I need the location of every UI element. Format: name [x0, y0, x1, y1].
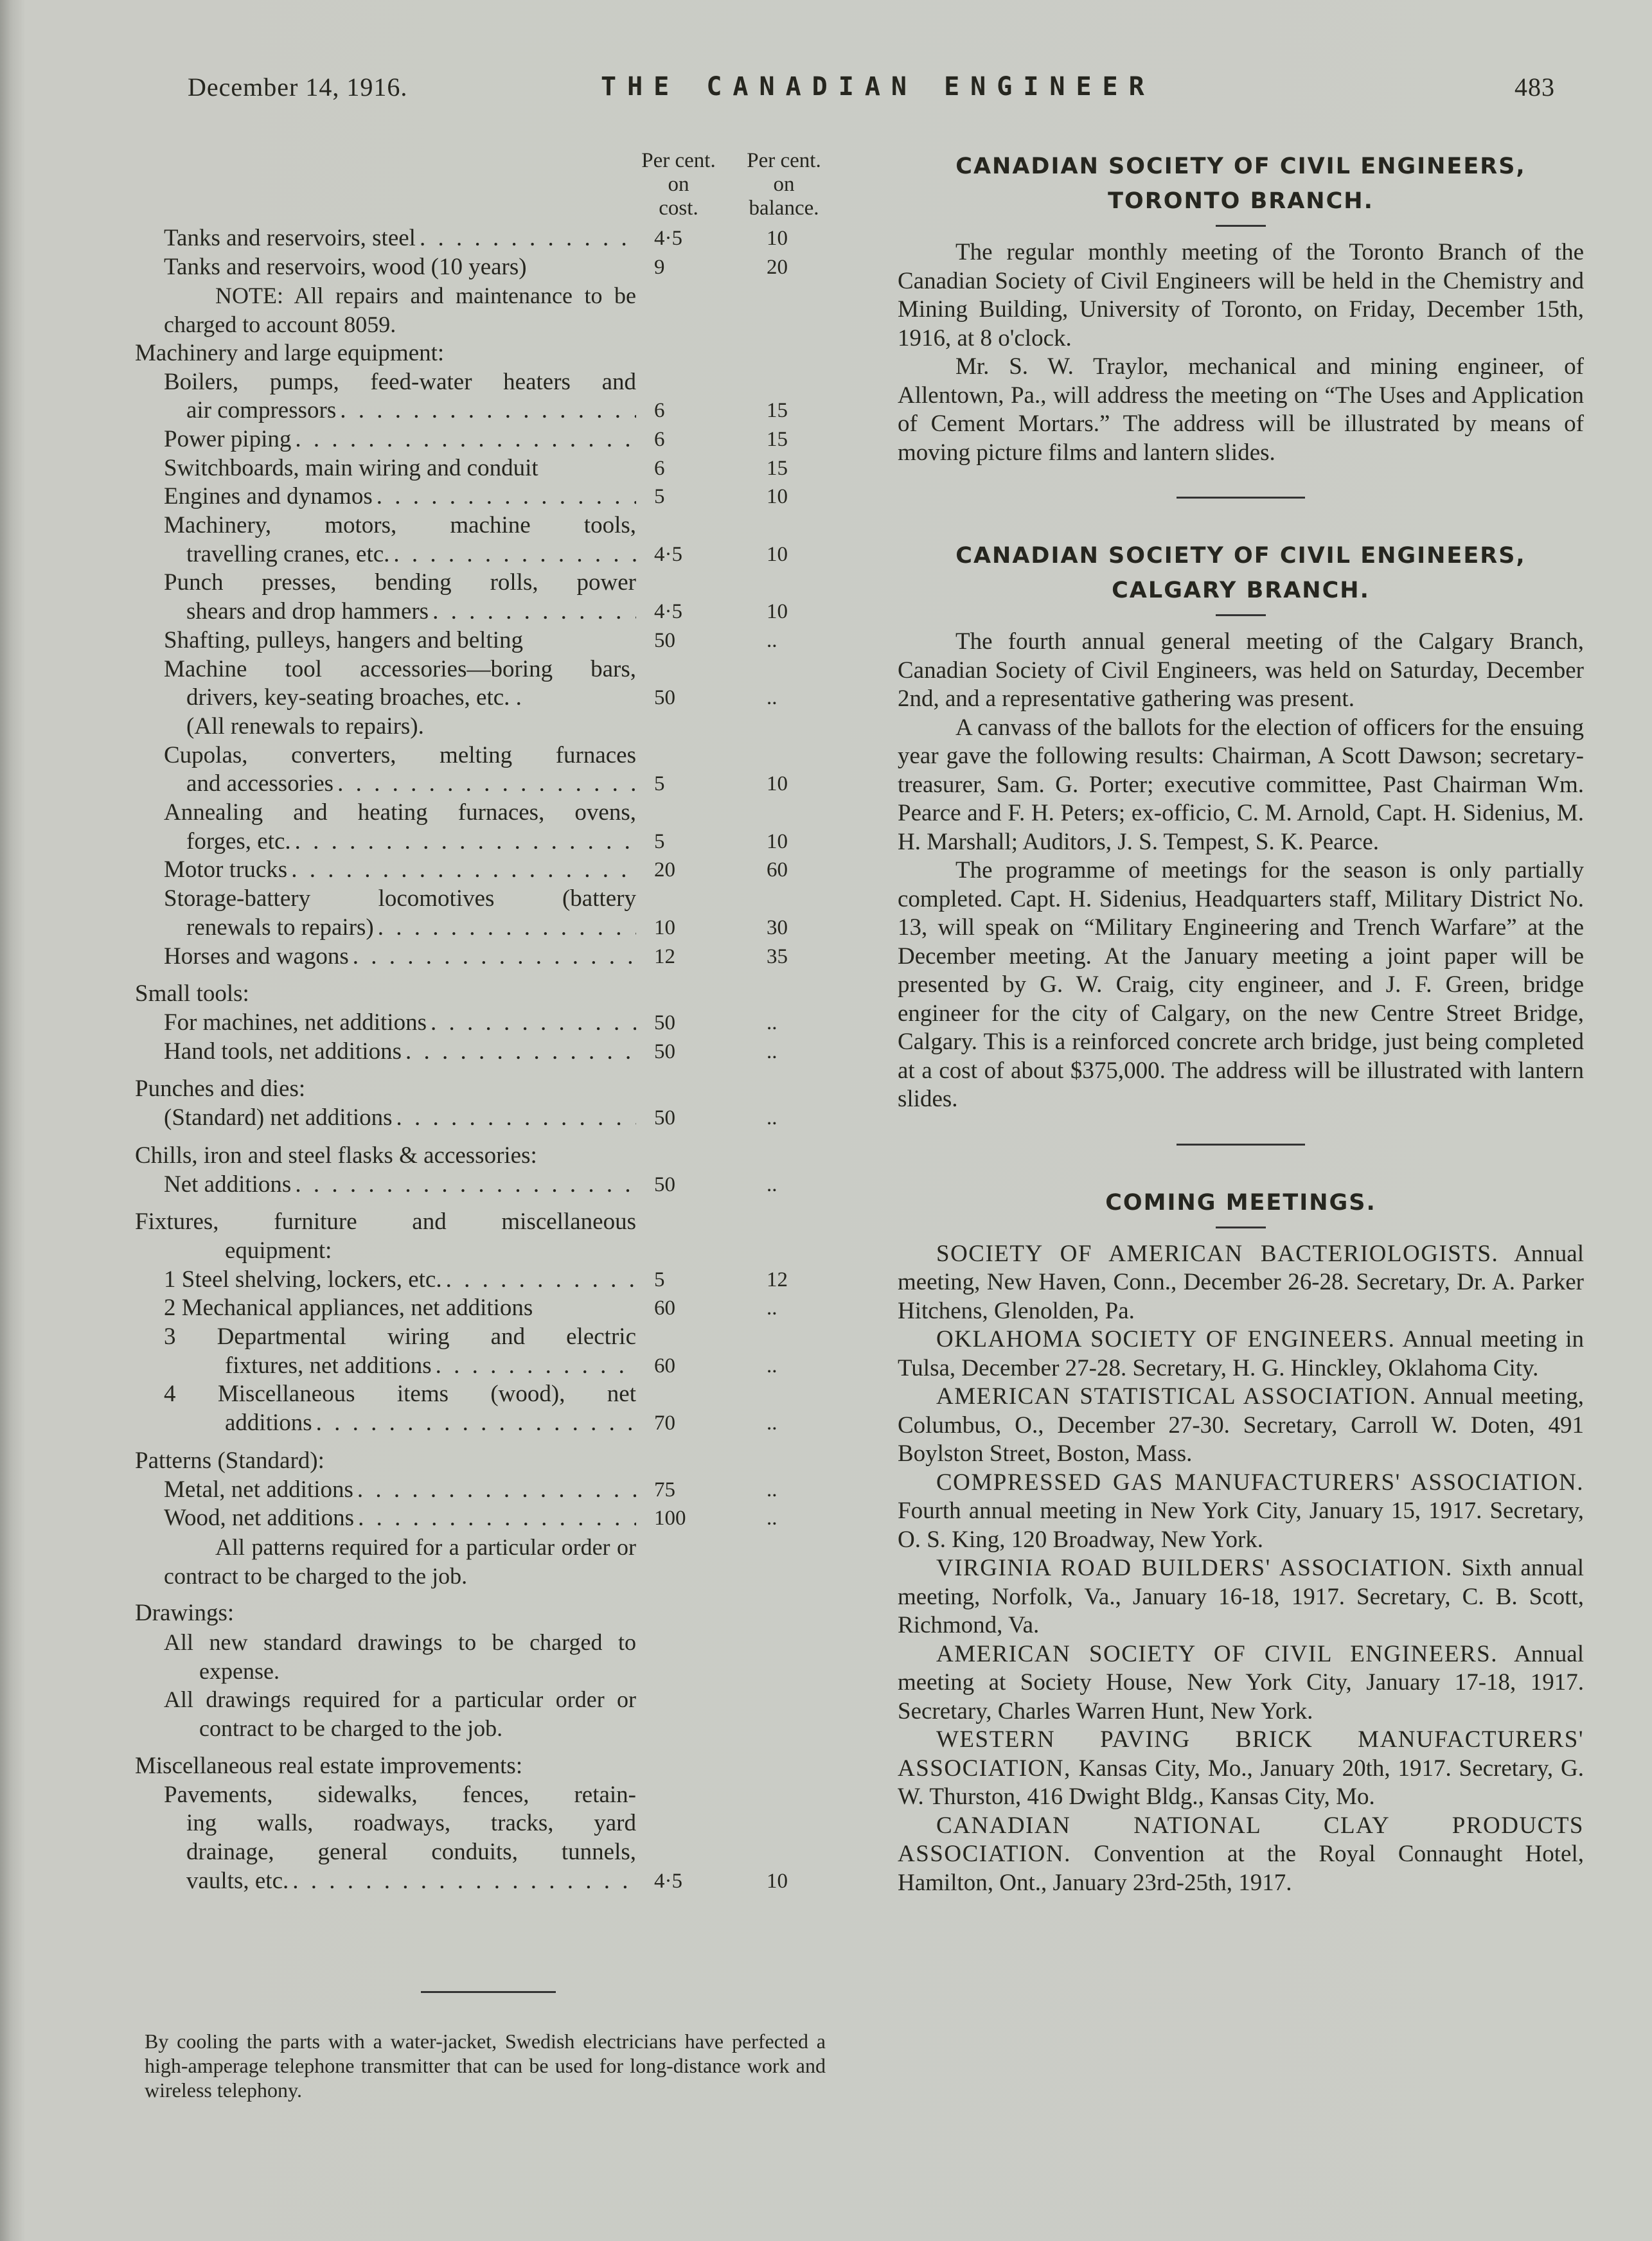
percent-on-cost: 75 — [654, 1478, 675, 1501]
percent-on-cost: 5 — [654, 772, 665, 796]
row-label: fixtures, net additions — [225, 1352, 432, 1379]
row-label: Machinery and large equipment: — [135, 339, 445, 366]
percent-on-balance: .. — [767, 686, 777, 710]
row-label: air compressors — [186, 397, 337, 424]
row-label: renewals to repairs) — [186, 914, 374, 941]
article-title: CANADIAN SOCIETY OF CIVIL ENGINEERS, CALGARY BRANCH. — [955, 543, 1526, 603]
table-group-heading — [135, 1752, 848, 1781]
toronto-branch-article — [898, 149, 1584, 467]
row-label: Metal, net additions — [164, 1476, 353, 1503]
row-label: Punch presses, bending rolls, power — [164, 569, 636, 596]
meeting-details: Sixth annual meeting, Norfolk, Va., January 16-18, 1917. Secretary, C. B. Scott, Richmond, Va. — [898, 1555, 1585, 1638]
percent-on-balance: .. — [767, 1011, 777, 1034]
percent-on-cost: 6 — [654, 399, 665, 423]
table-row — [135, 684, 848, 713]
percent-on-cost: 4·5 — [654, 600, 682, 624]
title-rule — [1216, 614, 1266, 616]
table-row — [135, 1867, 848, 1896]
percent-on-balance: .. — [767, 1478, 777, 1501]
percent-on-cost: 50 — [654, 686, 675, 710]
meeting-item — [898, 1383, 1584, 1469]
percent-on-cost: 12 — [654, 944, 675, 968]
table-note: All patterns required for a particular order or contract to be charged to the job. — [164, 1534, 636, 1589]
row-label: Switchboards, main wiring and conduit — [164, 454, 538, 481]
meeting-organization: COMPRESSED GAS MANUFACTURERS' ASSOCIATION. — [936, 1469, 1584, 1496]
row-label: 3 Departmental wiring and electric — [164, 1324, 636, 1351]
percent-on-balance: 10 — [767, 485, 788, 509]
row-label: Machine tool accessories—boring bars, — [164, 655, 636, 682]
percent-on-balance: 12 — [767, 1268, 788, 1291]
row-label: Small tools: — [135, 980, 249, 1007]
dot-leader — [432, 598, 636, 626]
table-row — [135, 1237, 848, 1266]
row-label: Miscellaneous real estate improvements: — [135, 1752, 523, 1779]
row-label: Power piping — [164, 425, 292, 452]
dot-leader — [405, 1038, 636, 1067]
table-row — [135, 1323, 848, 1352]
row-label: Chills, iron and steel flasks & accessories: — [135, 1142, 537, 1169]
table-row — [135, 569, 848, 598]
percent-on-balance: 10 — [767, 227, 788, 250]
section-separator — [1177, 1144, 1305, 1146]
row-gap — [135, 1066, 848, 1075]
table-row — [135, 1476, 848, 1505]
dot-leader — [295, 425, 636, 454]
section-separator — [1177, 497, 1305, 499]
row-label: and accessories — [186, 770, 334, 797]
table-row — [135, 483, 848, 511]
row-label: 4 Miscellaneous items (wood), net — [164, 1381, 636, 1408]
table-row — [135, 396, 848, 425]
meeting-details: Annual meeting, Columbus, O., December 27-30. Secretary, Carroll W. Doten, 491 Boylston Street, Boston, Mass. — [898, 1383, 1584, 1467]
row-label: (Standard) net additions — [164, 1104, 393, 1131]
meeting-item — [898, 1726, 1584, 1812]
table-row — [135, 856, 848, 885]
paragraph: A canvass of the ballots for the election of officers for the ensuing year gave the following results: Chairman, A Scott Dawson; secretary-treasurer, Sam. G. Porter; executive committee, Past Chairman Wm. Pearce and F. H. Peters; ex-officio, C. M. Arnold, Capt. H. Sidenius, M. H. Marshall; Auditors, J. S. Tempest, S. K. Pearce. — [898, 714, 1584, 855]
title-rule — [1216, 225, 1266, 227]
table-row — [135, 1171, 848, 1200]
meeting-item — [898, 1325, 1584, 1383]
percent-on-balance: .. — [767, 1412, 777, 1435]
row-label: Pavements, sidewalks, fences, retain- — [164, 1781, 636, 1808]
table-row — [135, 655, 848, 684]
percent-on-balance: 30 — [767, 916, 788, 939]
dot-leader — [295, 1171, 636, 1200]
percent-on-cost: 50 — [654, 1040, 675, 1063]
row-label: equipment: — [225, 1237, 332, 1264]
table-row — [135, 1380, 848, 1409]
percent-on-cost: 60 — [654, 1297, 675, 1320]
row-label: drivers, key-seating broaches, etc. . — [186, 684, 522, 711]
table-row — [135, 1809, 848, 1838]
row-label: Wood, net additions — [164, 1505, 355, 1532]
table-note: All new standard drawings to be charged to expense. — [164, 1629, 636, 1684]
table-row — [135, 224, 848, 253]
table-row — [135, 626, 848, 655]
row-label: (All renewals to repairs). — [186, 713, 424, 740]
row-label: Motor trucks — [164, 856, 288, 883]
percent-on-balance: 20 — [767, 255, 788, 279]
row-label: Storage-battery locomotives (battery — [164, 885, 636, 912]
meeting-organization: WESTERN PAVING BRICK MANUFACTURERS' ASSOCIATION, — [898, 1726, 1584, 1782]
row-label: Tanks and reservoirs, wood (10 years) — [164, 253, 527, 280]
percent-on-balance: .. — [767, 1106, 777, 1130]
percent-on-cost: 4·5 — [654, 227, 682, 250]
table-row — [135, 1266, 848, 1295]
table-row — [135, 1208, 848, 1237]
meeting-organization: SOCIETY OF AMERICAN BACTERIOLOGISTS. — [936, 1240, 1499, 1267]
row-label: Hand tools, net additions — [164, 1038, 402, 1065]
row-label: Cupolas, converters, melting furnaces — [164, 741, 636, 768]
table-row — [135, 1294, 848, 1323]
dot-leader — [295, 828, 636, 856]
column-header-cost: Per cent. on cost. — [641, 149, 716, 220]
meeting-details: Annual meeting at Society House, New York City, January 17-18, 1917. Secretary, Charles Warren Hunt, New York. — [898, 1640, 1584, 1724]
percent-on-balance: 15 — [767, 399, 788, 423]
percent-on-cost: 4·5 — [654, 542, 682, 566]
meeting-item — [898, 1554, 1584, 1640]
table-row — [135, 1038, 848, 1067]
dot-leader — [358, 1504, 636, 1533]
table-group-heading — [135, 1599, 848, 1628]
dot-leader — [292, 1867, 636, 1896]
percent-on-cost: 6 — [654, 427, 665, 451]
row-label: 2 Mechanical appliances, net additions — [164, 1295, 533, 1322]
percent-on-cost: 5 — [654, 485, 665, 509]
row-gap — [135, 971, 848, 980]
paragraph: Mr. S. W. Traylor, mechanical and mining engineer, of Allentown, Pa., will address the meeting on “The Uses and Application of Cement Mortars.” The address will be illustrated by means of moving picture films and lantern slides. — [898, 353, 1584, 466]
percent-on-balance: 10 — [767, 600, 788, 624]
table-row — [135, 1781, 848, 1810]
table-row — [135, 770, 848, 799]
meeting-details: Kansas City, Mo., January 20th, 1917. Secretary, G. W. Thurston, 416 Dwight Bldg., Kansas City, Mo. — [898, 1755, 1584, 1810]
table-row — [135, 598, 848, 626]
row-label: vaults, etc. — [186, 1867, 289, 1894]
row-label: travelling cranes, etc. — [186, 540, 390, 567]
meeting-item — [898, 1469, 1584, 1555]
percent-on-balance: 15 — [767, 456, 788, 480]
percent-on-balance: .. — [767, 628, 777, 652]
dot-leader — [431, 1009, 636, 1038]
right-column — [898, 149, 1584, 1897]
row-label: Punches and dies: — [135, 1076, 306, 1103]
percent-on-balance: 60 — [767, 858, 788, 882]
row-label: Engines and dynamos — [164, 483, 373, 510]
row-label: Horses and wagons — [164, 943, 349, 970]
table-row — [135, 368, 848, 397]
percent-on-balance: 15 — [767, 427, 788, 451]
row-label: Fixtures, furniture and miscellaneous — [135, 1209, 636, 1236]
row-gap — [135, 1199, 848, 1208]
dot-leader — [446, 1266, 636, 1295]
table-row — [135, 1009, 848, 1038]
calgary-branch-article — [898, 538, 1584, 1114]
row-label: 1 Steel shelving, lockers, etc. — [164, 1266, 442, 1293]
paragraph: The regular monthly meeting of the Toronto Branch of the Canadian Society of Civil Engineers will be held in the Chemistry and Mining Building, University of Toronto, on Friday, December 15th, 1916, at 8 o'clock. — [898, 239, 1584, 351]
row-label: Annealing and heating furnaces, ovens, — [164, 799, 636, 826]
row-label: Drawings: — [135, 1600, 235, 1627]
table-row — [135, 713, 848, 741]
table-row — [135, 425, 848, 454]
percent-on-balance: .. — [767, 1040, 777, 1063]
table-row — [135, 454, 848, 483]
dot-leader — [436, 1352, 636, 1381]
table-note: NOTE: All repairs and maintenance to be charged to account 8059. — [164, 283, 636, 338]
row-label: Shafting, pulleys, hangers and belting — [164, 626, 524, 653]
coming-meetings — [898, 1185, 1584, 1898]
meeting-organization: CANADIAN NATIONAL CLAY PRODUCTS ASSOCIATION. — [898, 1812, 1584, 1867]
percent-on-cost: 50 — [654, 628, 675, 652]
table-row — [135, 540, 848, 569]
dot-leader — [420, 224, 636, 253]
page-number: 483 — [1514, 73, 1555, 102]
row-gap — [135, 1438, 848, 1447]
row-label: forges, etc. — [186, 828, 291, 855]
percent-on-cost: 9 — [654, 255, 665, 279]
meeting-details: Annual meeting in Tulsa, December 27-28. Secretary, H. G. Hinckley, Oklahoma City. — [898, 1326, 1585, 1381]
meeting-details: Convention at the Royal Connaught Hotel, Hamilton, Ont., January 23rd-25th, 1917. — [898, 1841, 1585, 1896]
percent-on-cost: 6 — [654, 456, 665, 480]
percent-on-balance: 35 — [767, 944, 788, 968]
row-label: Boilers, pumps, feed-water heaters and — [164, 368, 636, 395]
footnote: By cooling the parts with a water-jacket, Swedish electricians have perfected a high-amperage telephone transmitter that can be used for long-distance work and wireless telephony. — [145, 2030, 826, 2102]
percent-on-cost: 20 — [654, 858, 675, 882]
table-row — [135, 1352, 848, 1381]
row-label: Machinery, motors, machine tools, — [164, 512, 636, 539]
meeting-details: Annual meeting, New Haven, Conn., December 26-28. Secretary, Dr. A. Parker Hitchens, Glenolden, Pa. — [898, 1240, 1584, 1324]
row-label: drainage, general conduits, tunnels, — [186, 1838, 636, 1865]
dot-leader — [396, 1104, 636, 1133]
percent-on-balance: 10 — [767, 772, 788, 796]
table-row — [135, 511, 848, 540]
percent-on-cost: 60 — [654, 1354, 675, 1377]
meeting-organization: OKLAHOMA SOCIETY OF ENGINEERS. — [936, 1326, 1396, 1352]
meeting-organization: AMERICAN SOCIETY OF CIVIL ENGINEERS. — [936, 1640, 1498, 1667]
table-group-heading — [135, 980, 848, 1009]
article-title: CANADIAN SOCIETY OF CIVIL ENGINEERS, TORONTO BRANCH. — [955, 154, 1526, 214]
table-row — [135, 741, 848, 770]
table-note: All drawings required for a particular order or contract to be charged to the job. — [164, 1687, 636, 1742]
table-row — [135, 828, 848, 856]
table-row — [135, 1504, 848, 1533]
percent-on-cost: 5 — [654, 1268, 665, 1291]
percent-on-cost: 50 — [654, 1106, 675, 1130]
table-row — [135, 799, 848, 828]
dot-leader — [393, 540, 636, 569]
row-gap — [135, 1743, 848, 1752]
table-group-heading — [135, 339, 848, 368]
percent-on-cost: 70 — [654, 1412, 675, 1435]
row-label: For machines, net additions — [164, 1009, 427, 1036]
table-row — [135, 1104, 848, 1133]
article-title: COMING MEETINGS. — [1105, 1189, 1376, 1216]
percent-on-balance: .. — [767, 1297, 777, 1320]
paragraph: The programme of meetings for the season is only partially completed. Capt. H. Sidenius, Headquarters staff, Military District No. 13, will speak on “Military Engineering and Trench Warfare” at the December meeting. At the January meeting a joint paper will be presented by G. W. Craig, city engineer, and J. F. Green, bridge engineer for the city of Calgary, on the new Centre Street Bridge, Calgary. This is a reinforced concrete arch bridge, just being completed at a cost of about $375,000. The address will be illustrated with lantern slides. — [898, 857, 1584, 1112]
percent-on-cost: 50 — [654, 1173, 675, 1196]
table-row — [135, 253, 848, 282]
dot-leader — [316, 1409, 636, 1438]
table-row — [135, 1409, 848, 1438]
table-row — [135, 943, 848, 971]
percent-on-balance: 10 — [767, 829, 788, 853]
row-label: ing walls, roadways, tracks, yard — [186, 1810, 636, 1837]
row-label: additions — [225, 1410, 312, 1437]
column-header-balance: Per cent. on balance. — [747, 149, 821, 220]
meeting-item — [898, 1640, 1584, 1726]
dot-leader — [353, 943, 636, 971]
percent-on-balance: 10 — [767, 542, 788, 566]
row-gap — [135, 1590, 848, 1599]
row-label: shears and drop hammers — [186, 598, 429, 625]
table-group-heading — [135, 1447, 848, 1476]
issue-date: December 14, 1916. — [188, 73, 408, 102]
dot-leader — [377, 483, 636, 511]
row-label: Net additions — [164, 1171, 292, 1198]
row-label: Tanks and reservoirs, steel — [164, 225, 416, 251]
dot-leader — [337, 770, 636, 799]
row-gap — [135, 1133, 848, 1142]
table-row — [135, 1838, 848, 1867]
table-row — [135, 885, 848, 914]
meeting-item — [898, 1812, 1584, 1898]
meetings-list — [898, 1240, 1584, 1898]
meeting-item — [898, 1240, 1584, 1326]
dot-leader — [291, 856, 636, 885]
percent-on-cost: 50 — [654, 1011, 675, 1034]
meeting-organization: VIRGINIA ROAD BUILDERS' ASSOCIATION. — [936, 1555, 1453, 1581]
percent-on-cost: 5 — [654, 829, 665, 853]
table-row — [135, 914, 848, 943]
dot-leader — [340, 396, 636, 425]
table-group-heading — [135, 1075, 848, 1104]
row-label: Patterns (Standard): — [135, 1447, 324, 1474]
dot-leader — [357, 1476, 636, 1505]
journal-title: THE CANADIAN ENGINEER — [601, 72, 1155, 102]
percent-on-cost: 100 — [654, 1507, 686, 1530]
meeting-details: Fourth annual meeting in New York City, January 15, 1917. Secretary, O. S. King, 120 Broadway, New York. — [898, 1498, 1584, 1553]
percent-on-balance: .. — [767, 1173, 777, 1196]
percent-on-cost: 10 — [654, 916, 675, 939]
paragraph: The fourth annual general meeting of the Calgary Branch, Canadian Society of Civil Engineers, was held on Saturday, December 2nd, and a representative gathering was present. — [898, 628, 1584, 712]
percent-on-balance: .. — [767, 1354, 777, 1377]
meeting-organization: AMERICAN STATISTICAL ASSOCIATION. — [936, 1383, 1417, 1410]
percent-on-balance: 10 — [767, 1869, 788, 1893]
divider-rule — [421, 1991, 556, 1993]
title-rule — [1216, 1227, 1266, 1228]
table-body — [135, 224, 848, 1895]
percent-on-balance: .. — [767, 1507, 777, 1530]
table-group-heading — [135, 1142, 848, 1171]
dot-leader — [378, 914, 636, 943]
percent-on-cost: 4·5 — [654, 1869, 682, 1893]
